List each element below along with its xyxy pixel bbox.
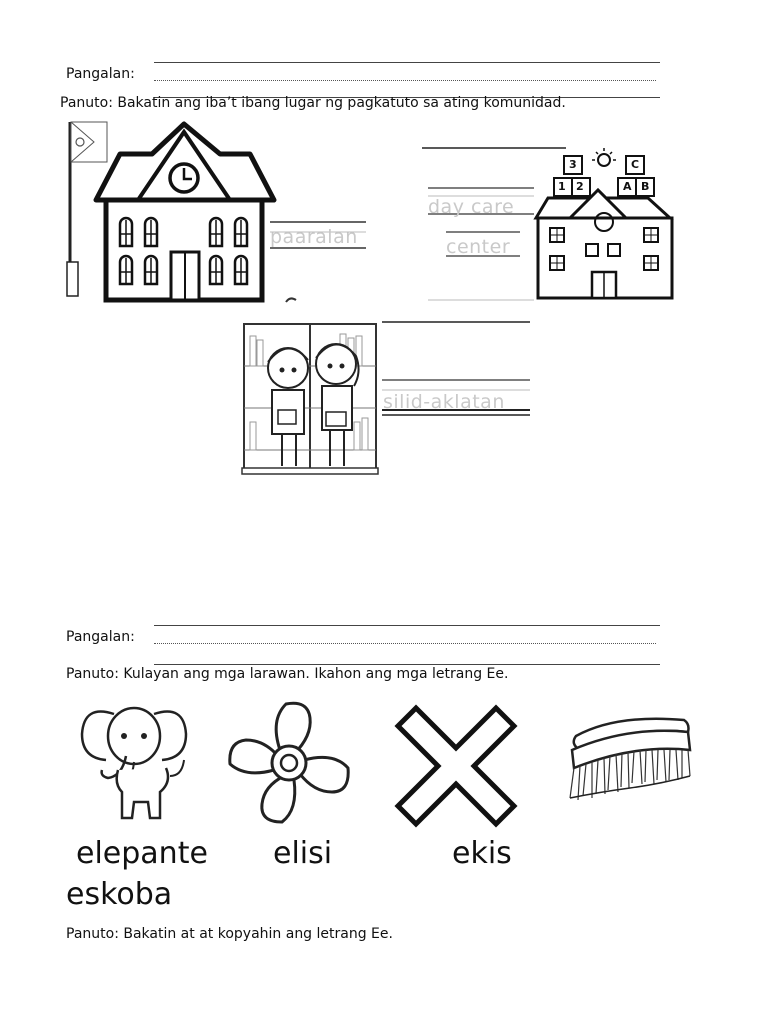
elephant-icon: [78, 700, 190, 826]
instruction-1: Panuto: Bakatin ang iba’t ibang lugar ng pagkatuto sa ating komunidad.: [60, 95, 566, 111]
instruction-3: Panuto: Bakatin at at kopyahin ang letrang Ee.: [66, 926, 393, 942]
trace-word-paaralan: paaralan: [270, 226, 358, 248]
block-label-1: 1: [558, 180, 566, 193]
instruction-2: Panuto: Kulayan ang mga larawan. Ikahon ang mga letrang Ee.: [66, 666, 509, 682]
word-eskoba: eskoba: [66, 877, 173, 912]
name-line-dotted-1[interactable]: [154, 80, 656, 81]
propeller-icon: [226, 700, 352, 826]
word-elisi: elisi: [273, 836, 333, 871]
name-line-dotted-2[interactable]: [154, 643, 656, 644]
school-icon: [64, 118, 376, 304]
name-line-top-1: [154, 62, 660, 63]
name-line-bottom-2: [154, 664, 660, 665]
name-line-top-2: [154, 625, 660, 626]
x-mark-icon: [396, 706, 516, 826]
block-label-a: A: [623, 180, 632, 193]
trace-word-silid-aklatan: silid-aklatan: [383, 391, 505, 413]
block-label-b: B: [641, 180, 650, 193]
word-ekis: ekis: [452, 836, 512, 871]
brush-icon: [564, 712, 694, 812]
block-label-3: 3: [569, 158, 577, 171]
word-elepante: elepante: [76, 836, 208, 871]
name-label-2: Pangalan:: [66, 629, 135, 645]
block-label-2: 2: [576, 180, 584, 193]
block-label-c: C: [631, 158, 640, 171]
trace-word-center: center: [446, 236, 511, 258]
name-label-1: Pangalan:: [66, 66, 135, 82]
trace-word-daycare: day care: [428, 196, 515, 218]
